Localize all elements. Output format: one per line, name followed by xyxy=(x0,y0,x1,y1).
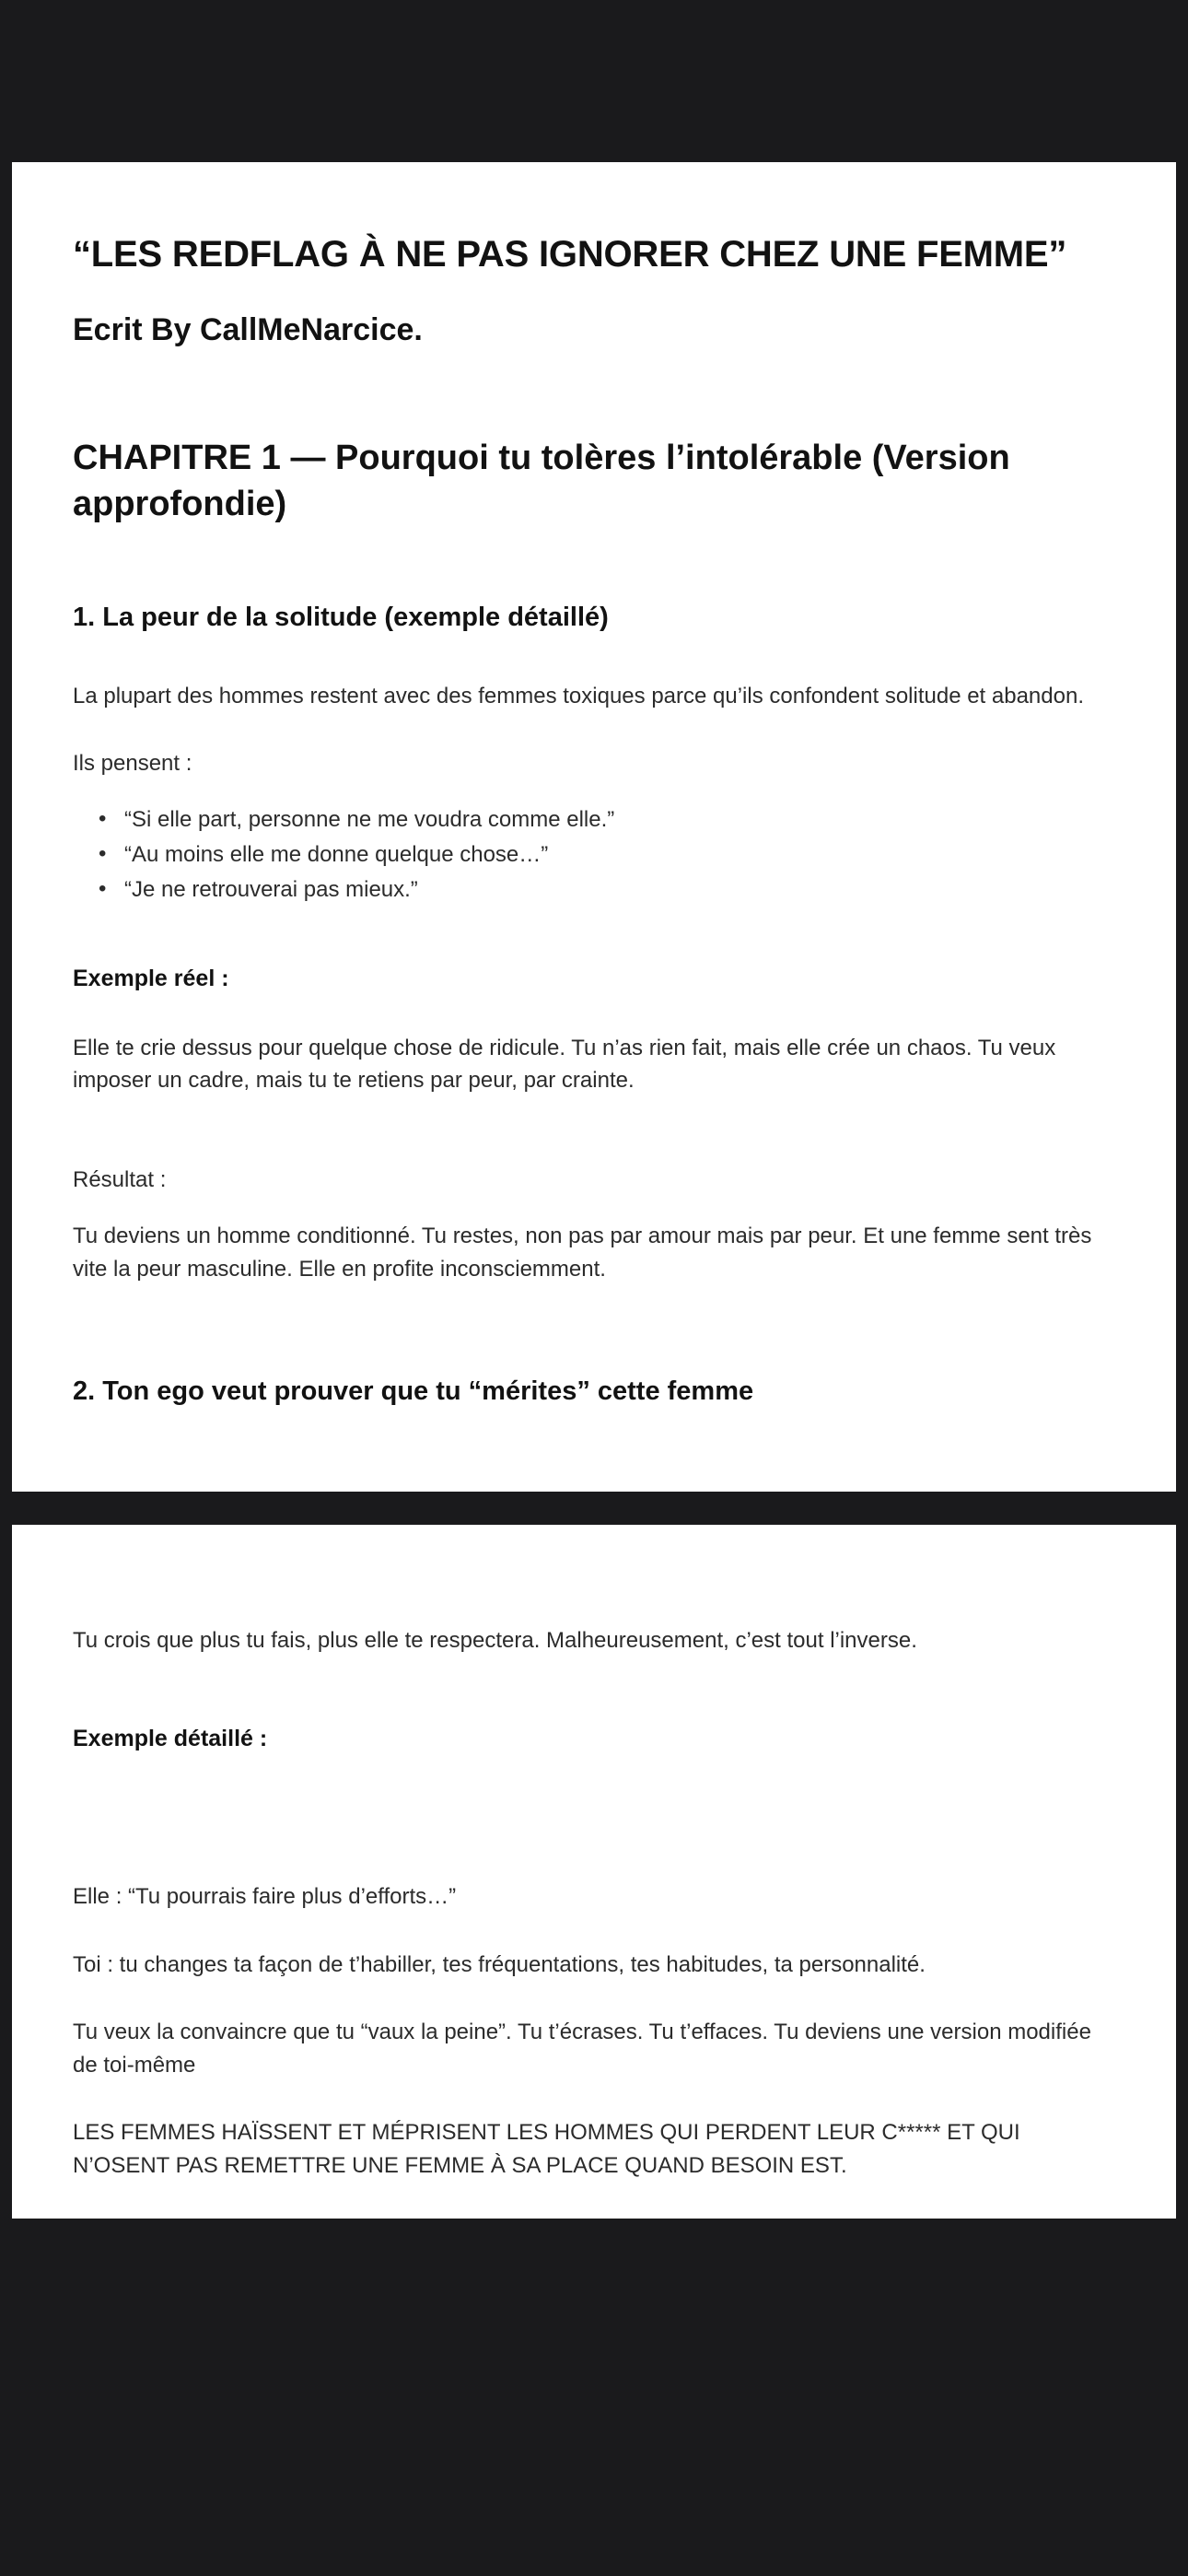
paragraph-spacer xyxy=(73,1132,1115,1164)
list-item: • “Au moins elle me donne quelque chose…” xyxy=(124,839,1115,871)
paragraph-ils-pensent: Ils pensent : xyxy=(73,751,192,777)
subheading-exemple-detaille: Exemple détaillé : xyxy=(73,1726,268,1752)
section-heading-2: 2. Ton ego veut prouver que tu “mérites” cette femme xyxy=(73,1376,754,1407)
viewer-top-background xyxy=(0,0,1188,162)
chapter-heading: CHAPITRE 1 — Pourquoi tu tolères l’intolérable (Version approfondie) xyxy=(73,439,1010,524)
paragraph-respect-inverse: Tu crois que plus tu fais, plus elle te respectera. Malheureusement, c’est tout l’inverse. xyxy=(73,1627,917,1653)
thoughts-bullet-list xyxy=(73,804,1115,906)
document-page-1[interactable] xyxy=(12,162,1176,1492)
list-item: • “Si elle part, personne ne me voudra comme elle.” xyxy=(124,804,1115,836)
document-title: “LES REDFLAG À NE PAS IGNORER CHEZ UNE FEMME” xyxy=(73,234,1067,275)
paragraph-caps-statement: LES FEMMES HAÏSSENT ET MÉPRISENT LES HOMMES QUI PERDENT LEUR C***** ET QUI N’OSENT PAS REMETTRE UNE FEMME À SA PLACE QUAND BESOIN EST. xyxy=(73,2120,1020,2178)
section-spacer xyxy=(73,1320,1115,1374)
list-item: • “Je ne retrouverai pas mieux.” xyxy=(124,874,1115,906)
page-top-spacer xyxy=(73,1593,1115,1624)
label-resultat: Résultat : xyxy=(73,1166,167,1192)
paragraph-resultat: Tu deviens un homme conditionné. Tu restes, non pas par amour mais par peur. Et une femme sent très vite la peur masculine. Elle en profite inconsciemment. xyxy=(73,1224,1092,1282)
paragraph-toi-dialogue: Toi : tu changes ta façon de t’habiller, tes fréquentations, tes habitudes, ta personnalité. xyxy=(73,1951,926,1977)
document-page-2[interactable] xyxy=(12,1525,1176,2219)
subheading-spacer xyxy=(73,1792,1115,1880)
paragraph-convaincre: Tu veux la convaincre que tu “vaux la peine”. Tu t’écrases. Tu t’effaces. Tu deviens une version modifiée de toi-même xyxy=(73,2020,1091,2078)
document-author-line: Ecrit By CallMeNarcice. xyxy=(73,312,423,347)
paragraph-spacer xyxy=(73,1692,1115,1723)
paragraph-elle-dialogue: Elle : “Tu pourrais faire plus d’efforts…” xyxy=(73,1884,457,1910)
paragraph-solitude-intro: La plupart des hommes restent avec des femmes toxiques parce qu’ils confondent solitude et abandon. xyxy=(73,683,1084,708)
page-break-gap xyxy=(0,1492,1188,1525)
paragraph-exemple-reel: Elle te crie dessus pour quelque chose de ridicule. Tu n’as rien fait, mais elle crée un chaos. Tu veux imposer un cadre, mais tu te retiens par peur, par crainte. xyxy=(73,1035,1056,1094)
subheading-exemple-reel: Exemple réel : xyxy=(73,965,229,991)
section-heading-1: 1. La peur de la solitude (exemple détaillé) xyxy=(73,602,609,632)
